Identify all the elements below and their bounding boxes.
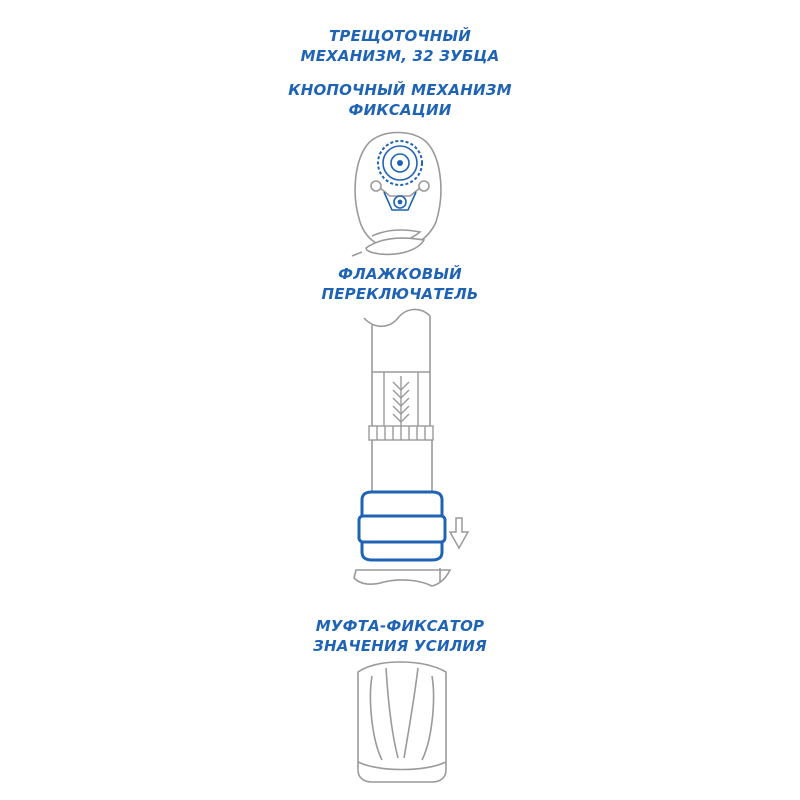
- knurled-ring: [369, 426, 433, 440]
- threaded-adjuster: [384, 372, 418, 428]
- down-arrow-icon: [450, 518, 468, 548]
- flag-label-line1: ФЛАЖКОВЫЙ: [338, 265, 462, 283]
- ratchet-label-line1: ТРЕЩОТОЧНЫЙ: [328, 27, 472, 45]
- collar-label-line2: ЗНАЧЕНИЯ УСИЛИЯ: [313, 637, 487, 655]
- handle-sleeve: [372, 440, 432, 496]
- flag-label-line2: ПЕРЕКЛЮЧАТЕЛЬ: [321, 285, 479, 303]
- grip-top: [354, 568, 450, 586]
- lock-label-line1: КНОПОЧНЫЙ МЕХАНИЗМ: [288, 81, 512, 99]
- ratchet-head: [352, 133, 441, 257]
- lock-label-line2: ФИКСАЦИИ: [348, 101, 452, 119]
- torque-lock-collar: [359, 492, 445, 560]
- ratchet-label-line2: МЕХАНИЗМ, 32 ЗУБЦА: [300, 47, 500, 65]
- handle-grip: [358, 662, 446, 782]
- collar-label-line1: МУФТА-ФИКСАТОР: [315, 617, 485, 635]
